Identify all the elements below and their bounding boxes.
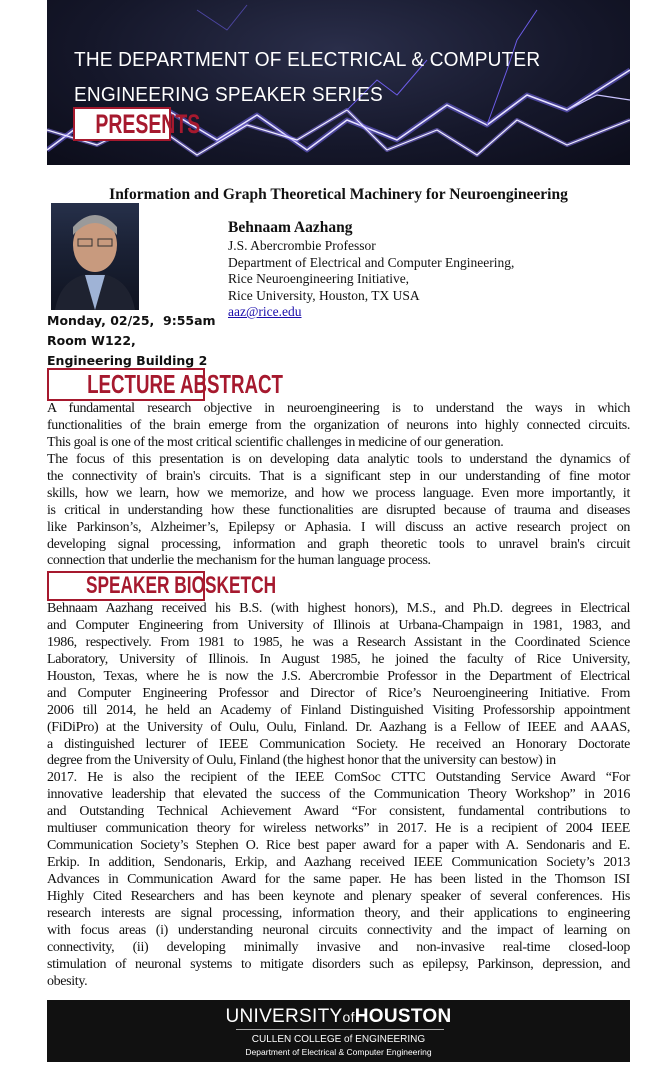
speaker-department: Department of Electrical and Computer Engineering, xyxy=(228,254,515,270)
biosketch-text xyxy=(47,601,630,991)
text-line: connection that underlie the mechanism for the human language process. xyxy=(47,553,431,569)
text-line: Communication Society’s Stephen O. Rice best paper award for a paper with A. Sendonaris and E. xyxy=(47,838,630,854)
series-title-line: ENGINEERING SPEAKER SERIES xyxy=(74,83,383,106)
talk-title: Information and Graph Theoretical Machinery for Neuroengineering xyxy=(109,186,568,203)
college-name: CULLEN COLLEGE of ENGINEERING xyxy=(251,1034,426,1045)
text-line: Laboratory, University of Illinois. In August 1985, he joined the faculty of Rice University, xyxy=(47,651,630,667)
text-line: skills, how we learn, how we memorize, and how we process language. Even more importantly, it xyxy=(47,485,630,501)
speaker-initiative: Rice Neuroengineering Initiative, xyxy=(228,271,410,286)
speaker-portrait-icon xyxy=(51,203,139,310)
speaker-info xyxy=(228,218,514,321)
series-title-line: THE DEPARTMENT OF ELECTRICAL & COMPUTER xyxy=(74,48,541,71)
text-line: (FiDiPro) at the University of Oulu, Oulu, Finland. Dr. Aazhang is a Fellow of IEEE and AAAS, xyxy=(47,719,630,735)
text-line: 2006 till 2014, he held an Academy of Finland Distinguished Visiting Professorship appointment xyxy=(47,702,630,718)
department-name: Department of Electrical & Computer Engineering xyxy=(245,1047,432,1057)
text-line: Advances in Communication Award for the same paper. He has been listed in the Thomson ISI xyxy=(47,872,630,887)
text-line: 2017. He is also the recipient of the IEEE ComSoc CTTC Outstanding Service Award “For xyxy=(47,770,630,786)
event-details xyxy=(47,311,216,371)
text-line: and Computer Engineering Professor and Director of Rice’s Neuroengineering Initiative. From xyxy=(47,685,630,701)
text-line: Houston, Texas, where he is now the J.S. Abercrombie Professor in the Department of Electrical xyxy=(47,668,630,684)
lecture-abstract-heading xyxy=(47,368,283,401)
logo-of: of xyxy=(342,1009,355,1025)
text-line: A fundamental research objective in neuroengineering is to understand the ways in which xyxy=(47,401,630,416)
logo-divider xyxy=(236,1029,444,1030)
text-line: functionalities of the brain emerge from the organization of neurons into highly connected circuits. xyxy=(47,417,630,433)
text-line: obesity. xyxy=(47,973,88,989)
text-line: research interests are signal processing, information theory, and their applications to engineering xyxy=(47,905,630,921)
speaker-photo xyxy=(51,203,139,310)
speaker-name: Behnaam Aazhang xyxy=(228,219,353,236)
speaker-email-link[interactable]: aaz@rice.edu xyxy=(228,304,302,319)
speaker-institution: Rice University, Houston, TX USA xyxy=(228,287,420,303)
series-title xyxy=(74,42,540,112)
text-line: innovative leadership that elevated the success of the Communication Theory Workshop” in 2016 xyxy=(47,787,630,803)
text-line: and Computer Engineering from University of Illinois at Urbana-Champaign in 1981, 1983, and xyxy=(47,617,630,633)
text-line: Erkip. In addition, Sendonaris, Erkip, and Aazhang received IEEE Communication Society’s 2013 xyxy=(47,855,630,871)
text-line: the connectivity of brain's circuits. That is a significant step in our understanding of fine motor xyxy=(47,468,630,484)
text-line: stimulation of neuronal systems to mitigate disorders such as epilepsy, Parkinson, depression, and xyxy=(47,956,630,972)
speaker-biosketch-heading xyxy=(47,571,277,601)
banner xyxy=(47,0,630,165)
text-line: multiuser communication theory for wireless networks” in 2017. He is a recipient of 2004 IEEE xyxy=(47,821,630,837)
university-footer xyxy=(47,1000,630,1062)
speaker-biosketch-heading-text: SPEAKER BIOSKETCH xyxy=(85,572,277,599)
speaker-title: J.S. Abercrombie Professor xyxy=(228,238,376,253)
presents-text: PRESENTS xyxy=(95,109,201,139)
event-room: Room W122, xyxy=(47,333,136,348)
presents-label xyxy=(73,107,201,141)
text-line: developing signal processing, information and graph theoretic tools to unravel brain's circuit xyxy=(47,536,630,552)
text-line: like Parkinson’s, Alzheimer’s, Epilepsy or Aphasia. I will discuss an active research project on xyxy=(47,519,630,535)
abstract-text xyxy=(47,401,630,570)
text-line: Behnaam Aazhang received his B.S. (with highest honors), M.S., and Ph.D. degrees in Electrical xyxy=(47,601,630,616)
text-line: This goal is one of the most critical scientific challenges in medicine of our generation. xyxy=(47,434,504,450)
text-line: with focus areas (i) understanding neuronal circuits connectivity and the impact of learning on xyxy=(47,922,630,938)
text-line: connectivity, (ii) developing minimally invasive and non-invasive real-time closed-loop xyxy=(47,939,630,955)
text-line: and Outstanding Technical Achievement Award “For consistent, fundamental contributions to xyxy=(47,804,630,820)
text-line: degree from the University of Oulu, Finland (the highest honor that the university can bestow) in xyxy=(47,753,556,769)
event-building: Engineering Building 2 xyxy=(47,353,208,368)
logo-houston: HOUSTON xyxy=(354,1006,452,1027)
text-line: The focus of this presentation is on developing data analytic tools to understand the dynamics of xyxy=(47,451,630,467)
text-line: 1986, respectively. From 1981 to 1985, he was a Research Assistant in the Coordinated Science xyxy=(47,634,630,650)
logo-university: UNIVERSITY xyxy=(225,1006,343,1027)
text-line: Highly Cited Researchers and has been keynote and plenary speaker of several conferences. His xyxy=(47,888,630,904)
university-logo xyxy=(47,1006,630,1028)
text-line: a distinguished lecturer of IEEE Communication Society. He received an Honorary Doctorate xyxy=(47,736,630,752)
text-line: is critical in understanding how these functionalities are disrupted because of trauma and diseases xyxy=(47,502,630,518)
lecture-abstract-heading-text: LECTURE ABSTRACT xyxy=(87,369,283,399)
event-datetime: Monday, 02/25, 9:55am xyxy=(47,313,216,328)
